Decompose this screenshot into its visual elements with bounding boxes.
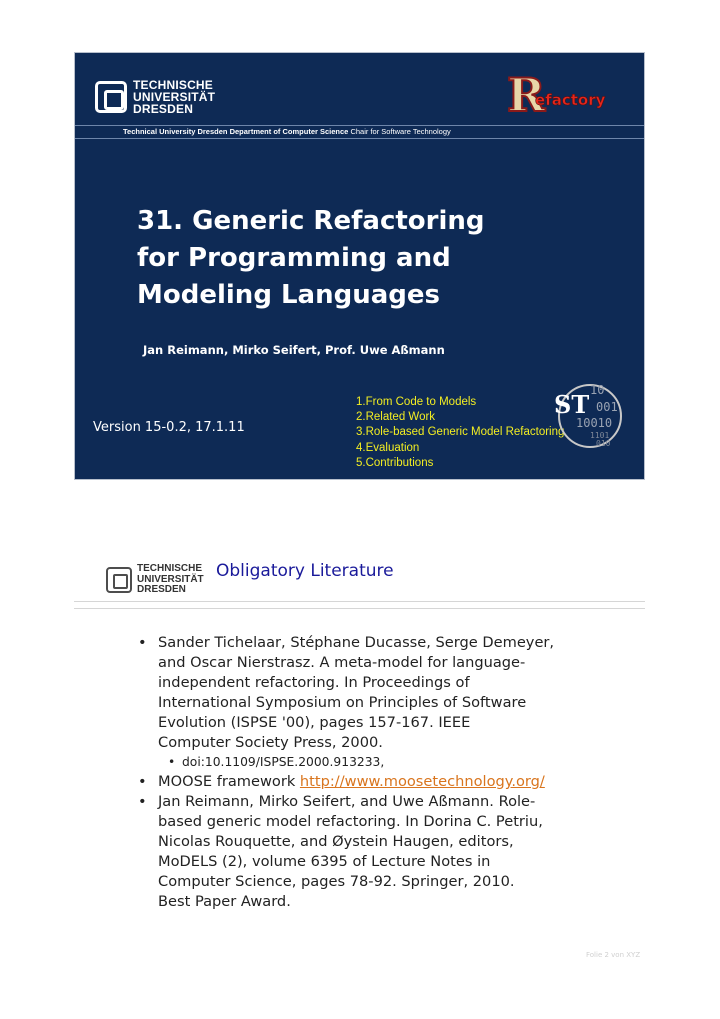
st-binary: 010: [596, 439, 611, 448]
department-header: [75, 125, 644, 139]
logo-line: UNIVERSITÄT: [133, 90, 216, 104]
authors: Jan Reimann, Mirko Seifert, Prof. Uwe Aßmann: [143, 343, 445, 357]
tu-dresden-logo-small: [106, 565, 204, 595]
st-binary: 10010: [576, 416, 613, 430]
department-name: Technical University Dresden Department of Computer Science: [123, 127, 349, 136]
st-binary: 001: [596, 400, 618, 414]
logo-line: TECHNISCHE: [137, 563, 203, 575]
software-technology-logo: [550, 380, 625, 450]
toc-item: 4.Evaluation: [356, 441, 420, 454]
moose-link[interactable]: http://www.moosetechnology.org/: [299, 773, 545, 790]
literature-item: [138, 772, 638, 792]
logo-line: TECHNISCHE: [133, 78, 214, 92]
literature-item: • Sander Tichelaar, Stéphane Ducasse, Serge Demeyer, and Oscar Nierstrasz. A meta-model for language- independent refactoring. In Proceedings of International Symposium on Principles of Software Evolution (ISPSE '00), pages 157-167. IEEE Computer Society Press, 2000.: [138, 633, 638, 753]
chair-name: Chair for Software Technology: [350, 127, 451, 136]
doi-reference: • doi:10.1109/ISPSE.2000.913233,: [138, 753, 638, 772]
tu-dresden-logo: [95, 79, 215, 115]
svg-text:efactory: efactory: [535, 91, 606, 109]
logo-line: DRESDEN: [137, 584, 186, 596]
page-footer: Folie 2 von XYZ: [586, 951, 641, 959]
version-label: Version 15-0.2, 17.1.11: [93, 420, 245, 435]
st-binary: 10: [590, 383, 605, 397]
literature-item: • Jan Reimann, Mirko Seifert, and Uwe Aßmann. Role- based generic model refactoring. In Dorina C. Petriu, Nicolas Rouquette, and Øystein Haugen, editors, MoDELS (2), volume 6395 of Lecture Notes in Computer Science, pages 78-92. Springer, 2010. Best Paper Award.: [138, 792, 638, 912]
toc-item: 5.Contributions: [356, 456, 434, 469]
refactory-logo: [505, 67, 621, 119]
svg-text:R: R: [507, 68, 546, 119]
divider: [74, 608, 645, 609]
tu-dresden-emblem-icon: [106, 567, 132, 593]
slide-title: 31. Generic Refactoring for Programming and Modeling Languages: [137, 206, 485, 310]
toc-item: 1.From Code to Models: [356, 396, 477, 408]
logo-line: UNIVERSITÄT: [137, 573, 204, 585]
title-slide: [74, 52, 645, 480]
logo-line: DRESDEN: [133, 102, 194, 116]
st-letters: ST: [554, 390, 590, 419]
st-binary: 1101: [590, 431, 610, 440]
slide-title: Obligatory Literature: [216, 561, 394, 581]
toc-item: 3.Role-based Generic Model Refactoring: [356, 426, 565, 439]
table-of-contents: [356, 395, 564, 471]
toc-item: 2.Related Work: [356, 411, 436, 424]
literature-item-label: MOOSE framework: [158, 773, 300, 790]
tu-dresden-emblem-icon: [95, 81, 127, 113]
literature-list: [138, 633, 638, 912]
divider: [74, 601, 645, 602]
